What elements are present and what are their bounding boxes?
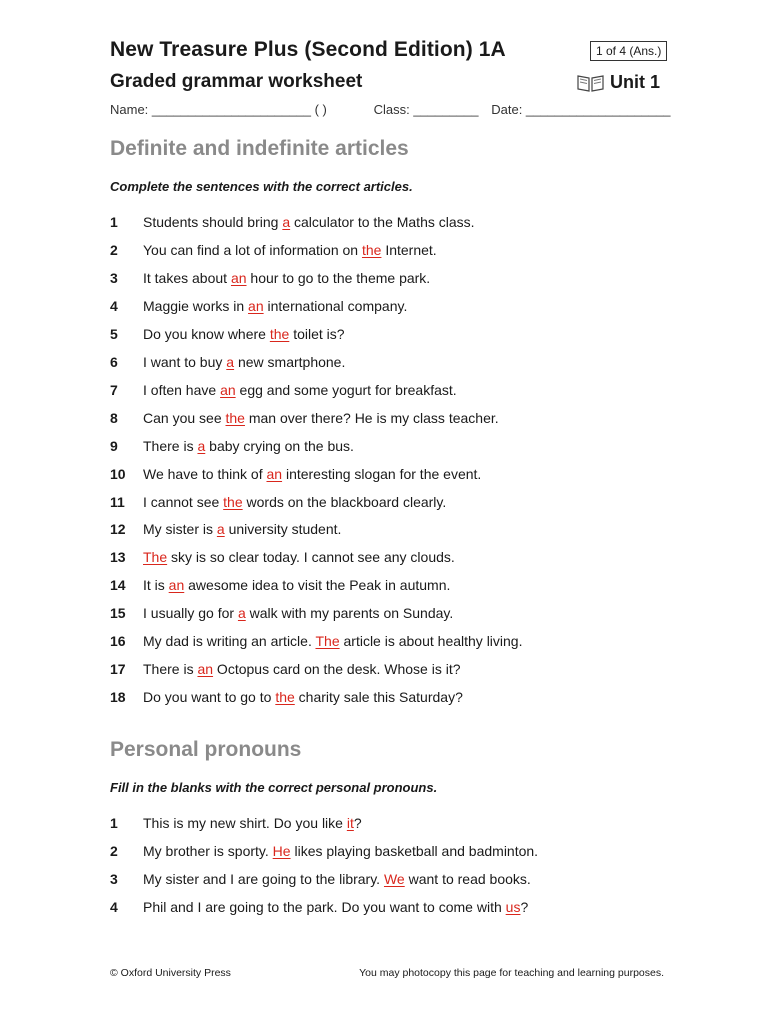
item-number: 2 [110,241,118,258]
sentence-after: man over there? He is my class teacher. [244,409,499,426]
answer-text: it [346,815,354,831]
footer-note: You may photocopy this page for teaching and learning purposes. [359,967,664,979]
exercise-item [110,324,670,344]
item-sentence [143,575,450,595]
item-number: 3 [110,269,118,286]
item-number: 11 [110,493,125,510]
exercise-item [110,575,670,595]
exercise-item [110,631,670,651]
sentence-before: I want to buy [143,353,227,370]
item-number: 4 [110,898,118,915]
sentence-before: Phil and I are going to the park. Do you want to come with [143,898,506,915]
document-subtitle: Graded grammar worksheet [110,71,363,92]
sentence-after: ? [520,898,529,915]
document-title: New Treasure Plus (Second Edition) 1A [110,38,506,61]
item-sentence [143,352,345,372]
sentence-before: There is [143,661,198,678]
sentence-before: Do you know where [143,325,270,342]
item-sentence [143,408,499,428]
answer-text: a [216,521,225,538]
answer-text: a [237,605,246,622]
item-sentence [143,268,430,288]
sentence-after: walk with my parents on Sunday. [245,605,454,622]
item-sentence [143,813,362,833]
instruction-pronouns: Fill in the blanks with the correct personal pronouns. [110,780,438,795]
item-sentence [143,519,341,539]
sentence-before: I cannot see [143,493,224,510]
unit-label: Unit 1 [610,72,661,92]
sentence-after: charity sale this Saturday? [294,689,463,706]
exercise-item [110,547,670,567]
sentence-before: This is my new shirt. Do you like [143,815,347,831]
item-sentence [143,380,457,400]
exercise-item [110,464,670,484]
exercise-item [110,659,670,679]
item-number: 16 [110,633,126,650]
answer-text: He [272,842,291,859]
item-number: 18 [110,689,126,706]
page-number-badge: 1 of 4 (Ans.) [590,41,667,61]
exercise-item [110,380,670,400]
item-sentence [143,687,463,707]
sentence-after: awesome idea to visit the Peak in autumn. [184,577,451,594]
sentence-after: new smartphone. [234,353,346,370]
item-number: 1 [110,214,118,230]
answer-text: the [225,409,245,426]
sentence-before: My sister is [143,521,217,538]
sentence-before: It takes about [143,269,231,286]
exercise-item [110,492,670,512]
item-sentence [143,631,522,651]
item-sentence [143,436,354,456]
item-sentence [143,869,531,889]
item-sentence [143,841,538,861]
item-number: 2 [110,842,118,859]
sentence-before: I often have [143,381,221,398]
item-sentence [143,464,481,484]
item-sentence [143,296,407,316]
answer-text: The [143,549,168,566]
item-number: 14 [110,577,126,594]
item-number: 3 [110,870,118,887]
sentence-after: university student. [224,521,342,538]
answer-text: an [168,577,185,594]
name-field: Name: ______________________ ( ) [110,102,327,117]
item-number: 15 [110,605,126,622]
answer-text: the [269,325,290,342]
answer-text: an [248,297,264,314]
item-sentence [143,603,453,623]
item-sentence [143,240,437,260]
exercise-item [110,869,670,889]
instruction-articles: Complete the sentences with the correct articles. [110,179,413,194]
exercise-item [110,352,670,372]
exercise-item [110,240,670,260]
answer-text: an [230,269,247,286]
item-number: 5 [110,325,118,342]
sentence-before: Maggie works in [143,297,249,314]
exercise-item [110,296,670,316]
exercise-item [110,813,670,833]
sentence-before: My brother is sporty. [143,842,273,859]
answer-text: a [226,353,235,370]
exercise-item [110,212,670,232]
exercise-item [110,519,670,539]
answer-text: the [361,241,382,258]
answer-text: us [505,898,521,915]
item-sentence [143,897,528,917]
date-field: Date: ____________________ [491,102,671,117]
sentence-after: hour to go to the theme park. [246,269,431,286]
section-title-articles: Definite and indefinite articles [110,137,409,160]
sentence-before: Do you want to go to [143,689,276,706]
sentence-before: There is [143,437,198,454]
sentence-after: interesting slogan for the event. [282,465,482,482]
answer-text: The [315,633,340,650]
answer-text: We [383,870,405,887]
item-number: 4 [110,297,118,314]
item-number: 6 [110,353,118,370]
sentence-before: Students should bring [143,214,283,230]
item-number: 8 [110,409,118,426]
item-number: 7 [110,381,118,398]
answer-text: an [220,381,236,398]
sentence-after: ? [353,815,362,831]
sentence-after: international company. [263,297,408,314]
sentence-before: Can you see [143,409,226,426]
item-number: 9 [110,437,118,454]
item-number: 12 [110,521,126,538]
book-icon [576,73,606,93]
sentence-before: We have to think of [143,465,267,482]
unit-indicator [576,72,660,93]
sentence-before: My sister and I are going to the library. [143,870,384,887]
item-sentence [143,324,345,344]
exercise-item [110,897,670,917]
sentence-after: egg and some yogurt for breakfast. [235,381,457,398]
item-number: 17 [110,661,126,678]
item-sentence [143,659,461,679]
sentence-after: article is about healthy living. [339,633,523,650]
sentence-after: Internet. [381,241,437,258]
sentence-after: words on the blackboard clearly. [242,493,447,510]
sentence-after: baby crying on the bus. [205,437,354,454]
item-sentence [143,212,475,232]
sentence-after: sky is so clear today. I cannot see any clouds. [167,549,455,566]
item-number: 1 [110,815,118,831]
sentence-after: want to read books. [404,870,531,887]
answer-text: an [266,465,283,482]
item-sentence [143,547,455,567]
exercise-item [110,408,670,428]
sentence-after: likes playing basketball and badminton. [290,842,539,859]
exercise-item [110,841,670,861]
exercise-item [110,436,670,456]
sentence-after: calculator to the Maths class. [290,214,475,230]
answer-text: the [275,689,295,706]
exercise-item [110,603,670,623]
answer-text: a [282,214,291,230]
answer-text: an [197,661,214,678]
answer-text: a [197,437,206,454]
sentence-before: My dad is writing an article. [143,633,316,650]
sentence-before: I usually go for [143,605,238,622]
exercise-item [110,687,670,707]
answer-text: the [223,493,243,510]
sentence-after: Octopus card on the desk. Whose is it? [213,661,461,678]
sentence-after: toilet is? [289,325,345,342]
class-field: Class: _________ [373,102,479,117]
item-number: 10 [110,465,126,482]
sentence-before: It is [143,577,169,594]
item-number: 13 [110,549,126,566]
sentence-before: You can find a lot of information on [143,241,362,258]
footer-copyright: © Oxford University Press [110,967,231,979]
item-sentence [143,492,446,512]
exercise-item [110,268,670,288]
student-info-line [110,102,671,117]
section-title-pronouns: Personal pronouns [110,738,302,761]
